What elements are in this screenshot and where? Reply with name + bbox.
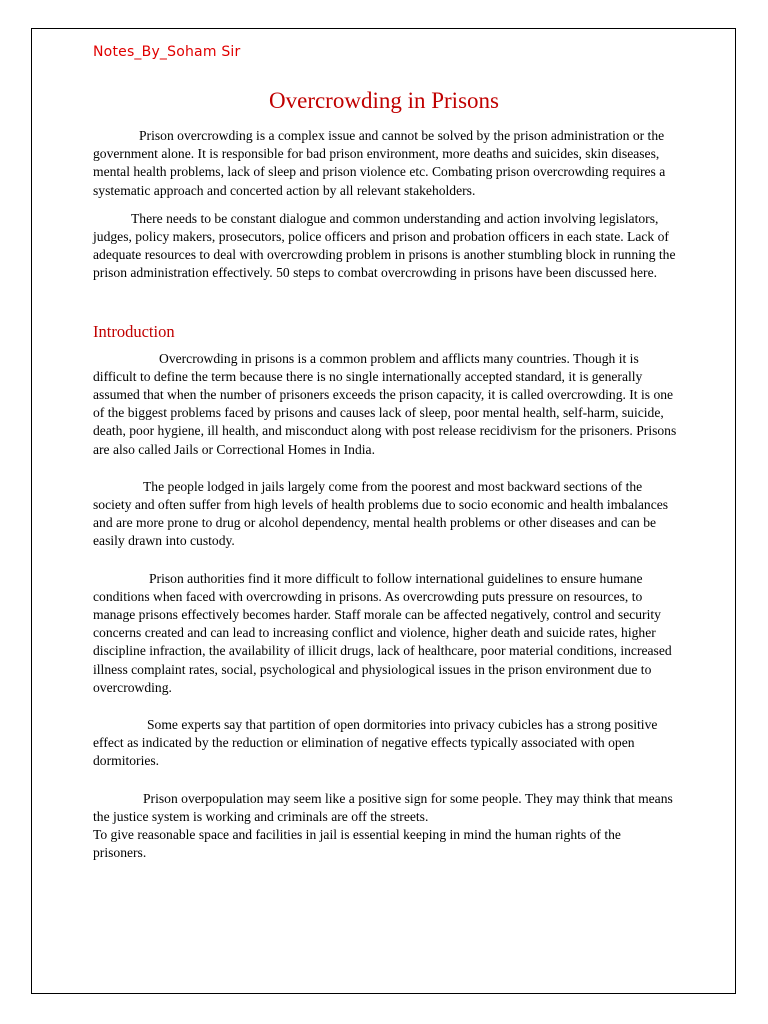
paragraph: There needs to be constant dialogue and common understanding and action involving legislators, judges, policy makers, prosecutors, police officers and prison and probation officers in each state. Lack of adequate resources to deal with overcrowding problem in prisons is another stumbling block in running the prison administration effectively. 50 steps to combat overcrowding in prisons have been discussed here. [93,210,676,281]
document-title: Overcrowding in Prisons [269,88,499,113]
paragraph: To give reasonable space and facilities in jail is essential keeping in mind the human rights of the prisoners. [93,827,621,861]
paragraph: Some experts say that partition of open dormitories into privacy cubicles has a strong positive effect as indicated by the reduction or elimination of negative effects typically associated with open dormitories. [93,717,658,769]
document-body [93,127,677,863]
paragraph: Prison overpopulation may seem like a positive sign for some people. They may think that means the justice system is working and criminals are off the streets. [93,790,673,824]
paragraph: Prison authorities find it more difficult to follow international guidelines to ensure humane conditions when faced with overcrowding in prisons. As overcrowding puts pressure on resources, to manage prisons effectively becomes harder. Staff morale can be affected negatively, control and security concerns created and can lead to increasing conflict and violence, higher death and suicide rates, higher discipline infraction, the availability of illicit drugs, lack of healthcare, poor material conditions, increased illness complaint rates, social, psychological and physiological issues in the prison environment due to overcrowding. [93,570,672,695]
author-note: Notes_By_Soham Sir [93,44,241,60]
paragraph: The people lodged in jails largely come from the poorest and most backward sections of the society and often suffer from high levels of health problems due to socio economic and health imbalances and are more prone to drug or alcohol dependency, mental health problems or other diseases and can be easily drawn into custody. [93,478,669,549]
section-heading-introduction: Introduction [93,321,175,341]
paragraph: Prison overcrowding is a complex issue and cannot be solved by the prison administration or the government alone. It is responsible for bad prison environment, more deaths and suicides, skin diseases, mental health problems, lack of sleep and prison violence etc. Combating prison overcrowding requires a systematic approach and concerted action by all relevant stakeholders. [93,128,666,198]
paragraph: Overcrowding in prisons is a common problem and afflicts many countries. Though it is difficult to define the term because there is no single internationally accepted standard, it is generally assumed that when the number of prisoners exceeds the prison capacity, it is called overcrowding. It is one of the biggest problems faced by prisons and causes lack of sleep, poor mental health, self-harm, suicide, death, poor hygiene, ill health, and misconduct along with post release recidivism for the prisoners. Prisons are also called Jails or Correctional Homes in India. [93,350,677,457]
